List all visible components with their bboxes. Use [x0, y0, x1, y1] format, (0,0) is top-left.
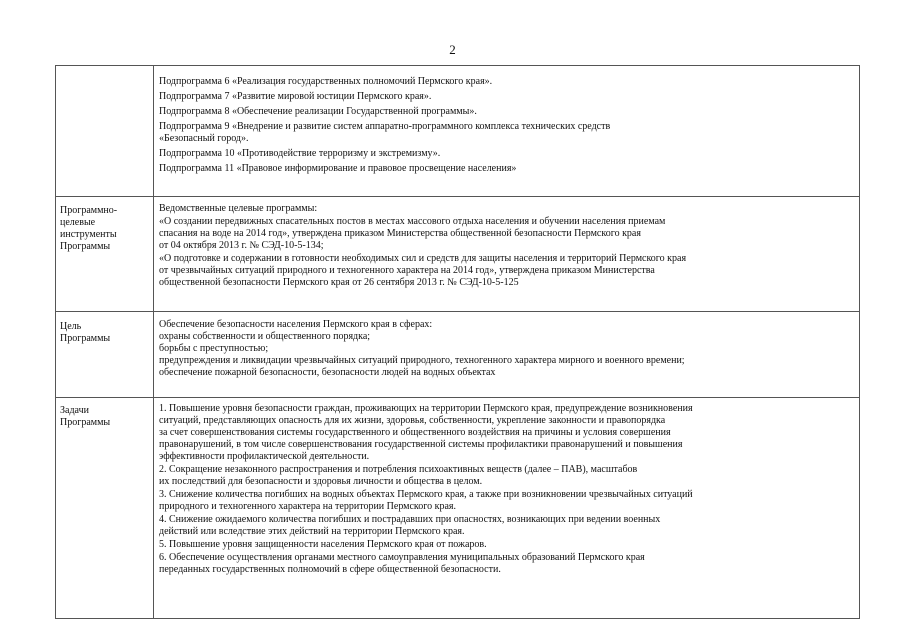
text-line: предупреждения и ликвидации чрезвычайных ситуаций природного, техногенного характера мирного и военного времени; [159, 355, 685, 366]
text-line: Подпрограмма 8 «Обеспечение реализации Государственной программы». [159, 106, 477, 117]
text-line: от 04 октября 2013 г. № СЭД-10-5-134; [159, 240, 324, 251]
text-line: 4. Снижение ожидаемого количества погибших и пострадавших при опасностях, возникающих при ведении военных [159, 514, 661, 525]
text-line: Подпрограмма 11 «Правовое информирование и правовое просвещение населения» [159, 163, 517, 174]
row-label-line: Программы [60, 417, 111, 428]
content-paragraph [159, 121, 853, 145]
text-line: эффективности профилактической деятельности. [159, 451, 370, 462]
content-paragraph [159, 253, 853, 289]
text-line: «О создании передвижных спасательных постов в местах массового отдыха населения и обучении населения приемам [159, 216, 666, 227]
text-line: Подпрограмма 10 «Противодействие терроризму и экстремизму». [159, 148, 441, 159]
row-content-cell [154, 66, 860, 197]
content-paragraph [159, 76, 853, 88]
content-paragraph [159, 514, 853, 538]
program-goal-row [56, 312, 860, 398]
text-line: Подпрограмма 7 «Развитие мировой юстиции Пермского края». [159, 91, 432, 102]
content-paragraph [159, 216, 853, 252]
text-line: правонарушений, в том числе совершенствования государственной системы профилактики правонарушений и повышения [159, 439, 683, 450]
text-line: от чрезвычайных ситуаций природного и техногенного характера на 2014 год», утверждена приказом Министерства [159, 265, 655, 276]
row-label-cell [56, 398, 154, 619]
program-tools-row [56, 197, 860, 312]
text-line: ситуаций, представляющих опасность для их жизни, здоровья, собственности, укрепление законности и правопорядка [159, 415, 666, 426]
text-line: Подпрограмма 6 «Реализация государственных полномочий Пермского края». [159, 76, 493, 87]
text-line: их последствий для безопасности и здоровья личности и общества в целом. [159, 476, 483, 487]
program-tasks-row [56, 398, 860, 619]
text-line: обеспечение пожарной безопасности, безопасности людей на водных объектах [159, 367, 496, 378]
text-line: за счет совершенствования системы государственного и общественного воздействия на причины и условия совершения [159, 427, 671, 438]
content-paragraph [159, 489, 853, 513]
content-paragraph [159, 552, 853, 576]
content-paragraph [159, 163, 853, 175]
row-label-line: Цель [60, 321, 82, 332]
text-line: «Безопасный город». [159, 133, 249, 144]
content-paragraph [159, 91, 853, 103]
row-label-line: Программно- [60, 205, 118, 216]
content-paragraph [159, 203, 853, 215]
row-label-cell [56, 66, 154, 197]
text-line: «О подготовке и содержании в готовности необходимых сил и средств для защиты населения и территорий Пермского края [159, 253, 687, 264]
passport-table [55, 65, 860, 619]
text-line: переданных государственных полномочий в сфере общественной безопасности. [159, 564, 501, 575]
page-number: 2 [449, 42, 456, 57]
content-paragraph [159, 464, 853, 488]
row-label-line: Программы [60, 333, 111, 344]
row-label-line: Программы [60, 241, 111, 252]
text-line: Обеспечение безопасности населения Пермского края в сферах: [159, 319, 433, 330]
content-paragraph [159, 148, 853, 160]
content-paragraph [159, 539, 853, 551]
row-content-cell [154, 312, 860, 398]
content-paragraph [159, 403, 853, 463]
text-line: борьбы с преступностью; [159, 343, 269, 354]
subprograms-row [56, 66, 860, 197]
content-paragraph [159, 319, 853, 379]
text-line: 1. Повышение уровня безопасности граждан, проживающих на территории Пермского края, предупреждение возникновения [159, 403, 693, 414]
text-line: природного и техногенного характера на территории Пермского края. [159, 501, 457, 512]
row-content-cell [154, 197, 860, 312]
row-content-cell [154, 398, 860, 619]
row-label-line: инструменты [60, 229, 117, 240]
text-line: 6. Обеспечение осуществления органами местного самоуправления муниципальных образований Пермского края [159, 552, 645, 563]
text-line: общественной безопасности Пермского края от 26 сентября 2013 г. № СЭД-10-5-125 [159, 277, 519, 288]
text-line: 3. Снижение количества погибших на водных объектах Пермского края, а также при возникновении чрезвычайных ситуаций [159, 489, 693, 500]
row-label-line: Задачи [60, 405, 89, 416]
text-line: Ведомственные целевые программы: [159, 203, 318, 214]
text-line: охраны собственности и общественного порядка; [159, 331, 371, 342]
text-line: спасания на воде на 2014 год», утверждена приказом Министерства общественной безопасности Пермского края [159, 228, 641, 239]
text-line: 2. Сокращение незаконного распространения и потребления психоактивных веществ (далее – ПАВ), масштабов [159, 464, 638, 475]
row-label-cell [56, 197, 154, 312]
row-label-cell [56, 312, 154, 398]
text-line: Подпрограмма 9 «Внедрение и развитие систем аппаратно-программного комплекса технических средств [159, 121, 611, 132]
text-line: действий или вследствие этих действий на территории Пермского края. [159, 526, 465, 537]
content-paragraph [159, 106, 853, 118]
row-label-line: целевые [60, 217, 96, 228]
text-line: 5. Повышение уровня защищенности населения Пермского края от пожаров. [159, 539, 487, 550]
